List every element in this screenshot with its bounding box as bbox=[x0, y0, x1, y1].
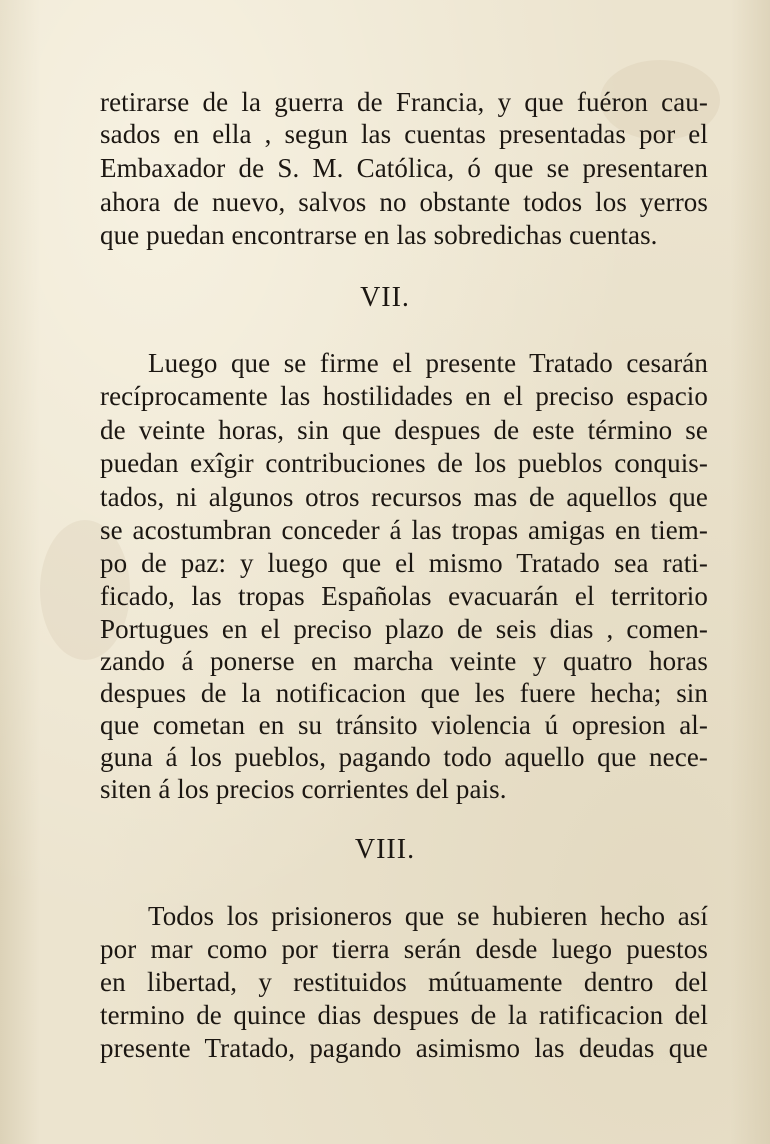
text-line: siten á los precios corrientes del pais. bbox=[100, 774, 507, 804]
text-line: ficado, las tropas Españolas evacuarán el territorio bbox=[100, 581, 708, 611]
text-line: po de paz: y luego que el mismo Tratado sea rati- bbox=[100, 548, 708, 578]
section-heading-vii: VII. bbox=[360, 282, 410, 313]
text-line: despues de la notificacion que les fuere hecha; sin bbox=[100, 678, 708, 708]
text-line: recíprocamente las hostilidades en el preciso espacio bbox=[100, 381, 708, 411]
text-line: que cometan en su tránsito violencia ú opresion al- bbox=[100, 710, 708, 740]
section-heading-viii: VIII. bbox=[354, 834, 416, 865]
text-line: Portugues en el preciso plazo de seis dias , comen- bbox=[100, 614, 708, 644]
text-line: tados, ni algunos otros recursos mas de aquellos que bbox=[100, 482, 708, 512]
text-line: zando á ponerse en marcha veinte y quatro horas bbox=[100, 646, 708, 676]
text-line: Todos los prisioneros que se hubieren hecho así bbox=[148, 901, 708, 931]
text-line: de veinte horas, sin que despues de este término se bbox=[100, 415, 708, 445]
text-line: sados en ella , segun las cuentas presentadas por el bbox=[100, 119, 708, 149]
text-line: ahora de nuevo, salvos no obstante todos los yerros bbox=[100, 187, 708, 217]
text-line: por mar como por tierra serán desde luego puestos bbox=[100, 934, 708, 964]
text-line: termino de quince dias despues de la ratificacion del bbox=[100, 1000, 708, 1030]
text-line: retirarse de la guerra de Francia, y que fuéron cau- bbox=[100, 87, 708, 117]
text-line: Embaxador de S. M. Católica, ó que se presentaren bbox=[100, 153, 708, 183]
text-line: se acostumbran conceder á las tropas amigas en tiem- bbox=[100, 515, 708, 545]
text-line: que puedan encontrarse en las sobredichas cuentas. bbox=[100, 220, 658, 250]
text-line: puedan exîgir contribuciones de los pueblos conquis- bbox=[100, 448, 708, 478]
text-line: Luego que se firme el presente Tratado cesarán bbox=[148, 348, 708, 378]
text-line: presente Tratado, pagando asimismo las deudas que bbox=[100, 1033, 708, 1063]
text-line: en libertad, y restituidos mútuamente dentro del bbox=[100, 967, 708, 997]
text-line: guna á los pueblos, pagando todo aquello que nece- bbox=[100, 742, 708, 772]
